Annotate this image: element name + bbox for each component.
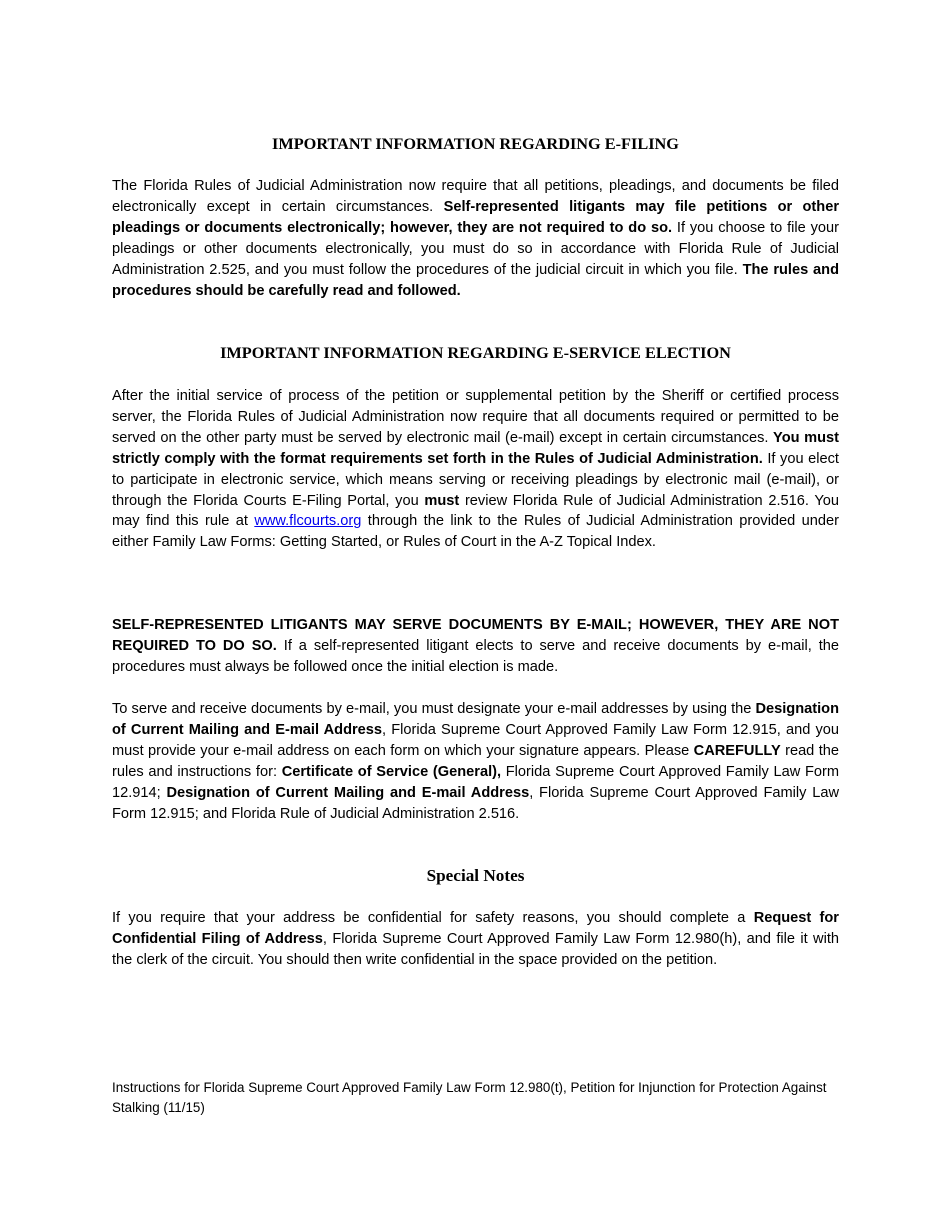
eservice-paragraph-1 <box>112 386 839 553</box>
eservice-heading: IMPORTANT INFORMATION REGARDING E-SERVICE ELECTION <box>220 343 731 362</box>
eservice-text-1: After the initial service of process of the petition or supplemental petition by the Sheriff or certified process server, the Florida Rules of Judicial Administration now require that all documents required or permitted to be served on the other party must be served by electronic mail (e-mail) except in certain circumstances. <box>112 388 839 446</box>
eservice-p2-text: If a self-represented litigant elects to serve and receive documents by e-mail, the procedures must always be followed once the initial election is made. <box>112 637 839 675</box>
special-notes-heading: Special Notes <box>426 866 525 885</box>
eservice-bold-must: must <box>424 492 460 509</box>
self-represented-bold: SELF-REPRESENTED LITIGANTS MAY SERVE DOCUMENTS BY E-MAIL; HOWEVER, THEY ARE NOT REQUIRED TO DO SO. <box>112 617 839 654</box>
eservice-p3-text-1: To serve and receive documents by e-mail, you must designate your e-mail addresses by using the <box>112 701 756 717</box>
eservice-bold-1: You must strictly comply with the format requirements set forth in the Rules of Judicial Administration. <box>112 429 840 467</box>
eservice-text-4: through the link to the Rules of Judicial Administration provided under either Family Law Forms: Getting Started, or Rules of Court in the A-Z Topical Index. <box>112 513 840 551</box>
request-confidential-bold: Request for Confidential Filing of Address <box>112 910 839 947</box>
efiling-bold-2: The rules and procedures should be carefully read and followed. <box>112 261 839 299</box>
efiling-text-1: The Florida Rules of Judicial Administration now require that all petitions, pleadings, and documents be filed electronically except in certain circumstances. <box>112 178 839 215</box>
eservice-text-2: If you elect to participate in electronic service, which means serving or receiving pleadings by electronic mail (e-mail), or through the Florida Courts E-Filing Portal, you <box>112 450 839 509</box>
efiling-heading: IMPORTANT INFORMATION REGARDING E-FILING <box>272 134 679 153</box>
certificate-bold: Certificate of Service (General), <box>281 763 502 780</box>
efiling-text-2: If you choose to file your pleadings or other documents electronically, you must do so in accordance with Florida Rule of Judicial Administration 2.525, and you must follow the procedures of the judicial circuit in which you file. <box>112 219 839 278</box>
eservice-p3-text-2: , Florida Supreme Court Approved Family Law Form 12.915, and you must provide your e-mail address on each form on which your signature appears. Please <box>112 721 839 759</box>
eservice-text-3: review Florida Rule of Judicial Administration 2.516. You may find this rule at <box>112 492 839 530</box>
eservice-p3-text-4: Florida Supreme Court Approved Family Law Form 12.914; <box>112 763 839 801</box>
eservice-p3-text-3: read the rules and instructions for: <box>112 742 839 780</box>
special-notes-paragraph <box>112 908 839 971</box>
special-notes-text-2: , Florida Supreme Court Approved Family Law Form 12.980(h), and file it with the clerk of the circuit. You should then write confidential in the space provided on the petition. <box>112 930 839 968</box>
page-footer: Instructions for Florida Supreme Court Approved Family Law Form 12.980(t), Petition for Injunction for Protection Against Stalking (11/15) <box>112 1080 827 1115</box>
designation-bold-1: Designation of Current Mailing and E-mail Address <box>112 701 839 738</box>
eservice-paragraph-3 <box>112 699 839 824</box>
designation-bold-2: Designation of Current Mailing and E-mail Address <box>166 784 530 801</box>
eservice-p3-text-5: , Florida Supreme Court Approved Family Law Form 12.915; and Florida Rule of Judicial Administration 2.516. <box>112 784 839 822</box>
flcourts-link[interactable]: www.flcourts.org <box>254 513 362 530</box>
special-notes-text-1: If you require that your address be confidential for safety reasons, you should complete a <box>112 910 754 926</box>
eservice-paragraph-2 <box>112 615 839 678</box>
efiling-paragraph <box>112 176 839 301</box>
carefully-bold: CAREFULLY <box>693 742 781 759</box>
efiling-bold-1: Self-represented litigants may file petitions or other pleadings or documents electronically; however, they are not required to do so. <box>112 198 839 236</box>
